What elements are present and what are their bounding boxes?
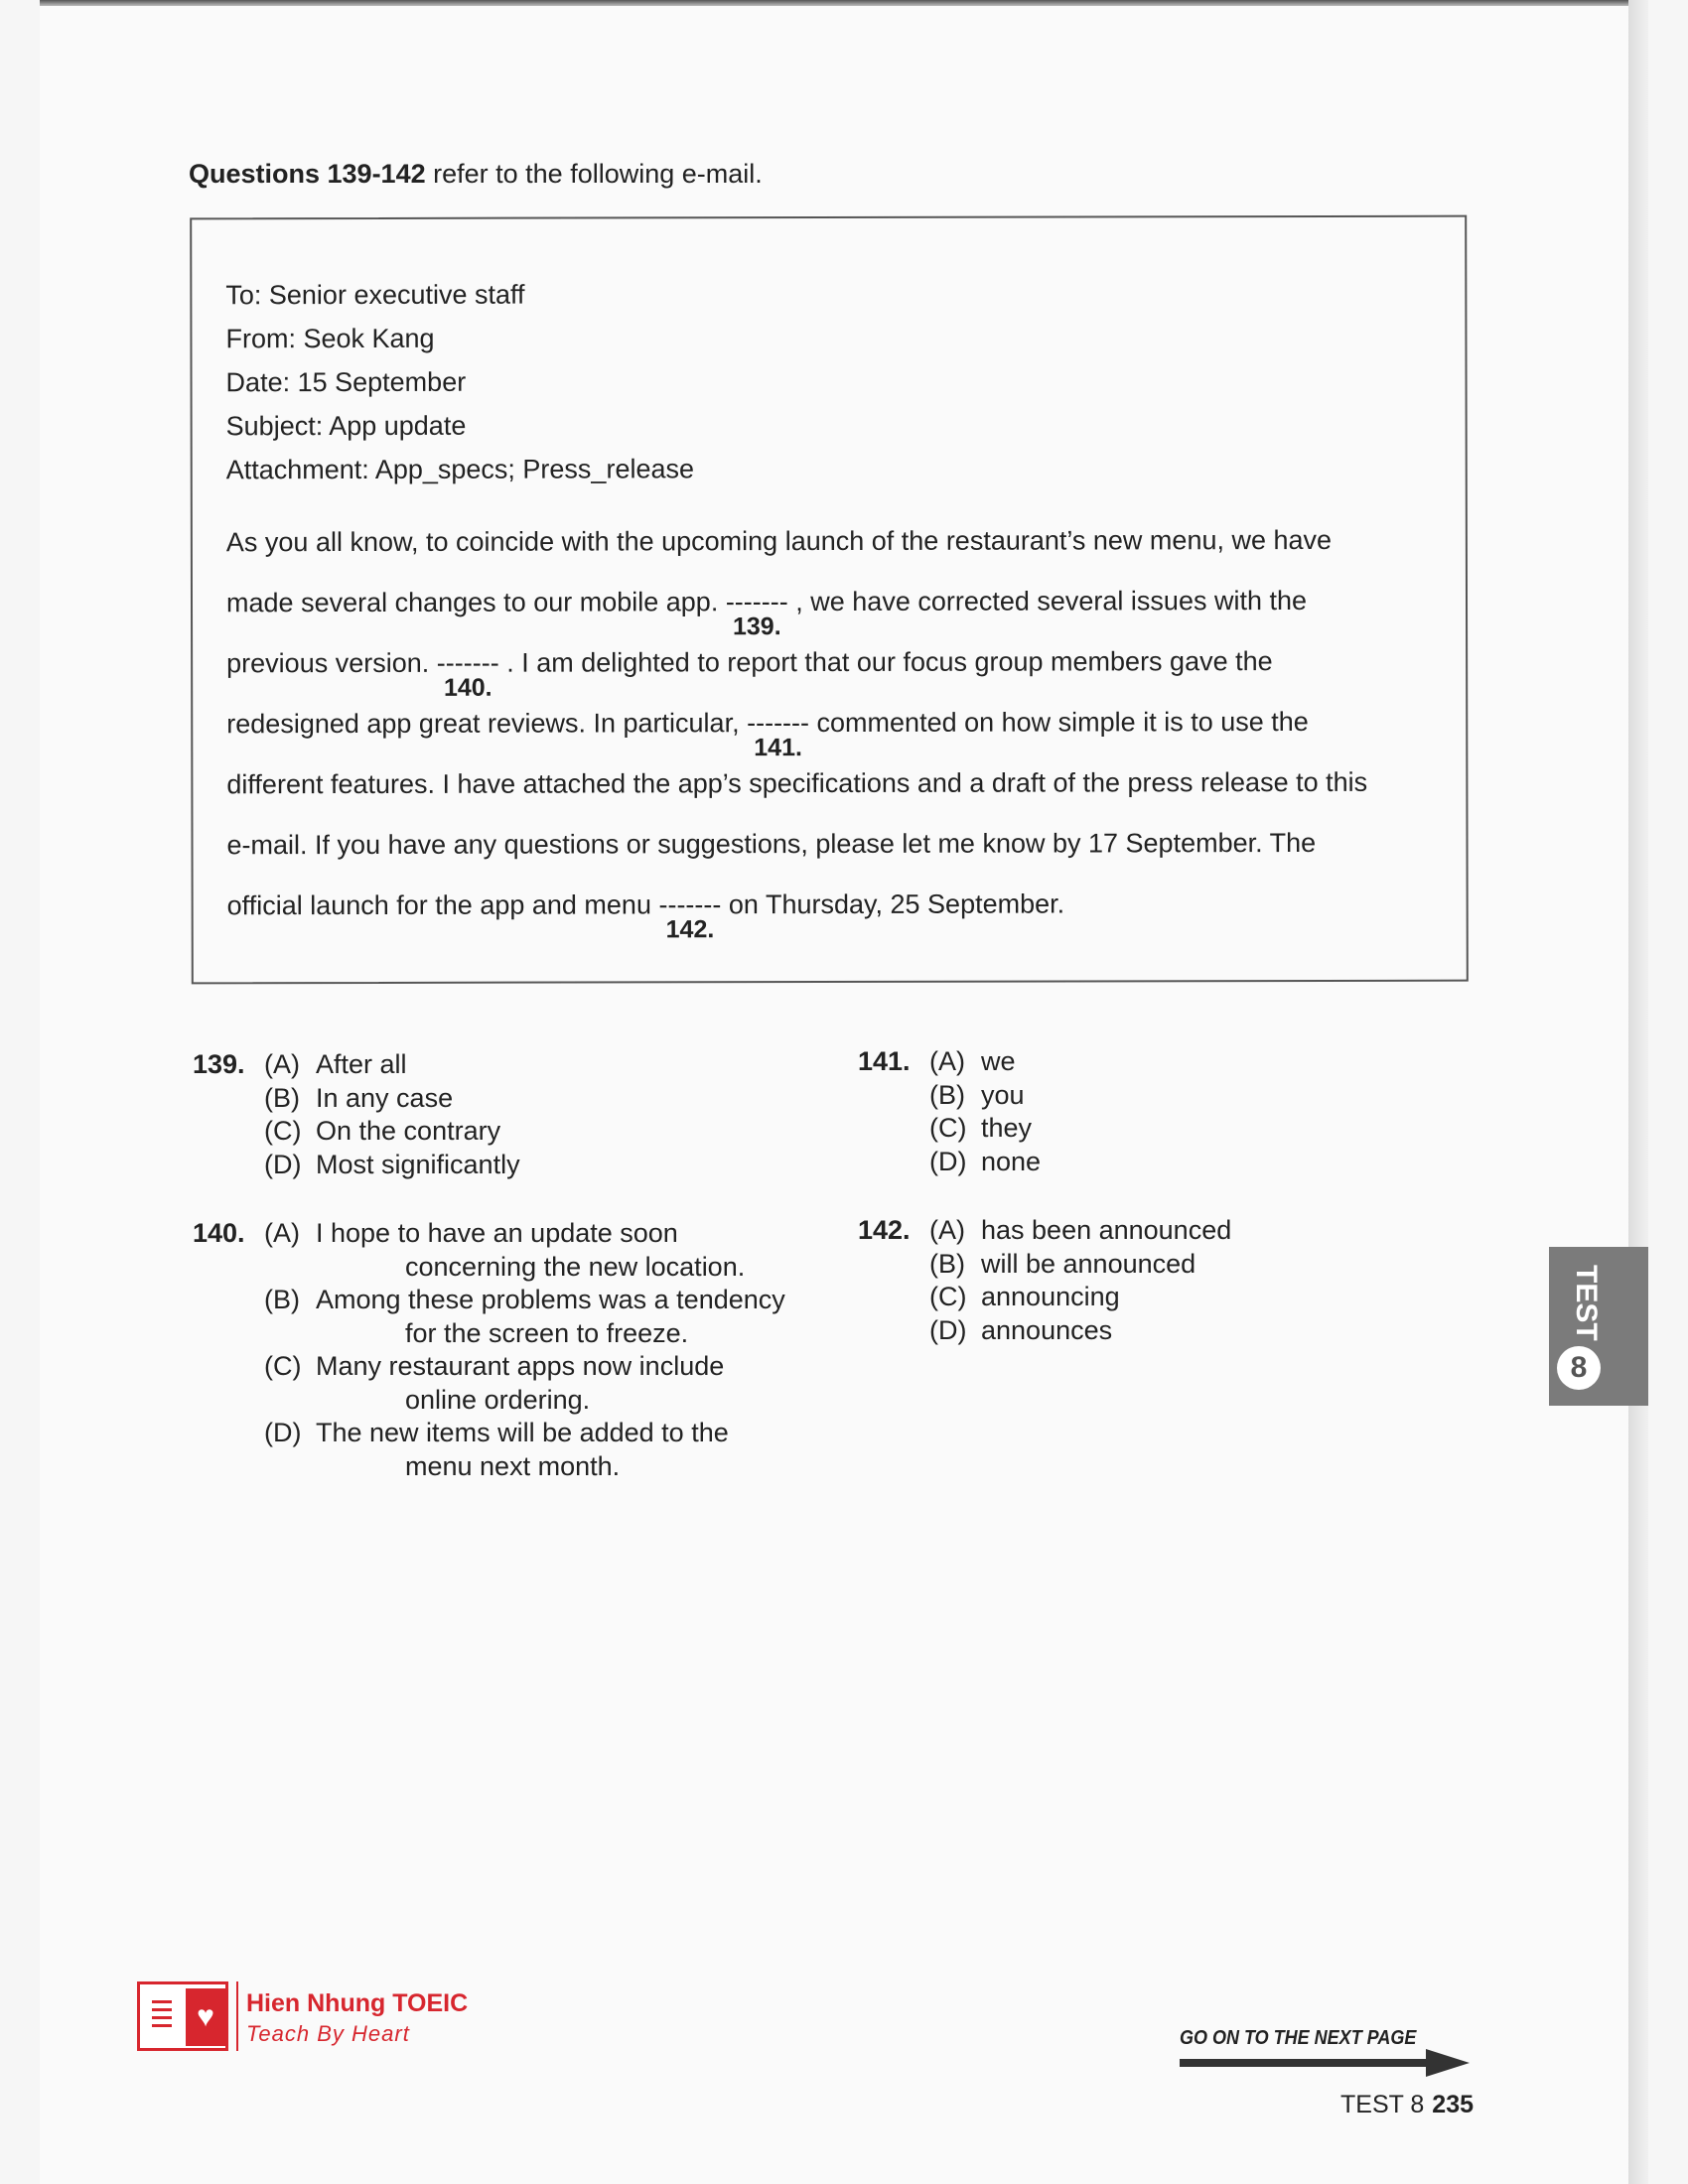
option-letter: (D)	[264, 1418, 302, 1447]
option-text: none	[981, 1146, 1042, 1176]
option-letter: (C)	[264, 1116, 302, 1146]
option-c[interactable]	[858, 1281, 1231, 1314]
email-line: e-mail. If you have any questions or suggestions, please let me know by 17 September. The	[226, 827, 1317, 861]
blank-139	[725, 587, 788, 641]
option-text: announces	[981, 1314, 1113, 1345]
test-tab-label: TEST	[1570, 1265, 1603, 1341]
next-page-arrow-icon	[1180, 2059, 1428, 2067]
blank-141	[747, 708, 810, 762]
option-text: On the contrary	[316, 1116, 501, 1146]
option-letter: (D)	[264, 1149, 302, 1179]
email-attachment: Attachment: App_specs; Press_release	[225, 454, 695, 485]
email-body	[226, 525, 1449, 952]
email-line	[226, 586, 1448, 649]
test-side-tab	[1549, 1247, 1648, 1406]
question-142	[858, 1214, 1231, 1347]
email-subject: Subject: App update	[225, 410, 467, 442]
option-letter: (A)	[264, 1218, 300, 1248]
option-text-continued: concerning the new location.	[405, 1251, 746, 1282]
question-139	[193, 1048, 520, 1181]
option-text: After all	[316, 1049, 407, 1079]
question-number: 141.	[858, 1046, 911, 1076]
question-140	[193, 1217, 785, 1483]
option-a[interactable]	[193, 1048, 520, 1082]
question-number: 140.	[193, 1218, 245, 1248]
option-letter: (C)	[929, 1282, 967, 1311]
option-text: will be announced	[981, 1248, 1196, 1279]
line-text: commented on how simple it is to use the	[808, 706, 1309, 739]
blank-number: 139.	[732, 613, 781, 641]
option-c[interactable]	[193, 1115, 520, 1149]
option-letter: (A)	[929, 1046, 965, 1076]
line-text: on Thursday, 25 September.	[721, 888, 1065, 920]
option-text: The new items will be added to the	[316, 1418, 729, 1447]
logo-divider	[236, 1981, 238, 2051]
questions-intro	[189, 159, 763, 190]
option-letter: (B)	[929, 1079, 965, 1110]
option-text-continued: online ordering.	[405, 1384, 591, 1415]
option-letter: (C)	[264, 1351, 302, 1381]
option-letter: (D)	[929, 1146, 967, 1176]
option-b[interactable]	[858, 1248, 1231, 1282]
option-text: Among these problems was a tendency	[316, 1285, 785, 1314]
blank-dashes: -------	[725, 587, 788, 617]
page-number: 235	[1432, 2091, 1475, 2118]
next-page-label: GO ON TO THE NEXT PAGE	[1180, 2027, 1417, 2049]
option-c[interactable]	[858, 1112, 1041, 1146]
option-text-continued: for the screen to freeze.	[405, 1317, 689, 1348]
brand-logo	[137, 1981, 494, 2053]
option-text-continued: menu next month.	[405, 1450, 621, 1481]
option-letter: (D)	[929, 1314, 967, 1345]
heart-icon: ♥	[186, 1988, 225, 2046]
option-letter: (B)	[929, 1248, 965, 1279]
option-text: In any case	[316, 1082, 454, 1113]
blank-number: 142.	[665, 915, 715, 944]
line-text: , we have corrected several issues with the	[787, 585, 1308, 617]
test-tab-number: 8	[1557, 1346, 1601, 1390]
blank-142	[658, 889, 722, 944]
questions-range: Questions 139-142	[189, 159, 426, 189]
email-line	[226, 646, 1448, 710]
line-text: previous version.	[226, 647, 437, 679]
line-text: . I am delighted to report that our focus group members gave the	[498, 646, 1273, 678]
option-text: we	[981, 1046, 1016, 1076]
option-letter: (C)	[929, 1113, 967, 1143]
option-d[interactable]	[858, 1146, 1041, 1179]
option-c[interactable]	[193, 1350, 785, 1417]
option-b[interactable]	[858, 1079, 1041, 1113]
email-from: From: Seok Kang	[225, 323, 435, 354]
blank-dashes: -------	[747, 708, 810, 739]
footer-test-label: TEST 8	[1340, 2091, 1425, 2118]
option-text: has been announced	[981, 1215, 1232, 1245]
brand-name: Hien Nhung TOEIC	[246, 1989, 469, 2017]
option-letter: (B)	[264, 1082, 300, 1113]
option-text: they	[981, 1113, 1033, 1143]
question-number: 139.	[193, 1049, 245, 1079]
option-a[interactable]	[858, 1214, 1231, 1248]
option-b[interactable]	[193, 1284, 785, 1350]
email-to: To: Senior executive staff	[225, 279, 525, 311]
page-footer	[1340, 2091, 1474, 2119]
question-141	[858, 1045, 1041, 1178]
email-headers	[225, 272, 694, 491]
email-line	[226, 707, 1448, 770]
option-d[interactable]	[858, 1314, 1231, 1348]
option-a[interactable]	[858, 1045, 1041, 1079]
email-line: As you all know, to coincide with the upcoming launch of the restaurant’s new menu, we have	[225, 524, 1333, 558]
option-text: Most significantly	[316, 1149, 520, 1179]
page-top-edge	[40, 0, 1648, 6]
option-letter: (B)	[264, 1285, 300, 1314]
line-text: made several changes to our mobile app.	[225, 587, 726, 618]
line-text: official launch for the app and menu	[226, 889, 659, 921]
email-line: different features. I have attached the app’s specifications and a draft of the press release to this	[226, 766, 1368, 800]
book-lines	[152, 2000, 172, 2032]
option-b[interactable]	[193, 1082, 520, 1116]
option-text: Many restaurant apps now include	[316, 1351, 725, 1381]
option-d[interactable]	[193, 1417, 785, 1483]
option-a[interactable]	[193, 1217, 785, 1284]
email-date: Date: 15 September	[225, 366, 467, 398]
email-line	[227, 888, 1449, 952]
blank-number: 141.	[754, 734, 802, 762]
option-text: you	[981, 1079, 1025, 1110]
intro-rest: refer to the following e-mail.	[425, 159, 763, 189]
blank-dashes: -------	[658, 889, 722, 920]
page-right-edge	[1628, 0, 1648, 2184]
blank-dashes: -------	[436, 647, 499, 678]
book-heart-icon	[137, 1981, 228, 2051]
email-box	[190, 215, 1469, 985]
brand-tagline: Teach By Heart	[246, 2021, 410, 2046]
option-letter: (A)	[929, 1215, 965, 1245]
option-text: announcing	[981, 1282, 1120, 1311]
option-letter: (A)	[264, 1049, 300, 1079]
blank-number: 140.	[443, 673, 492, 702]
arrow-head-icon	[1426, 2049, 1470, 2077]
blank-140	[436, 647, 499, 702]
line-text: redesigned app great reviews. In particular,	[226, 708, 748, 740]
question-number: 142.	[858, 1215, 911, 1245]
option-text: I hope to have an update soon	[316, 1218, 678, 1248]
option-d[interactable]	[193, 1149, 520, 1182]
